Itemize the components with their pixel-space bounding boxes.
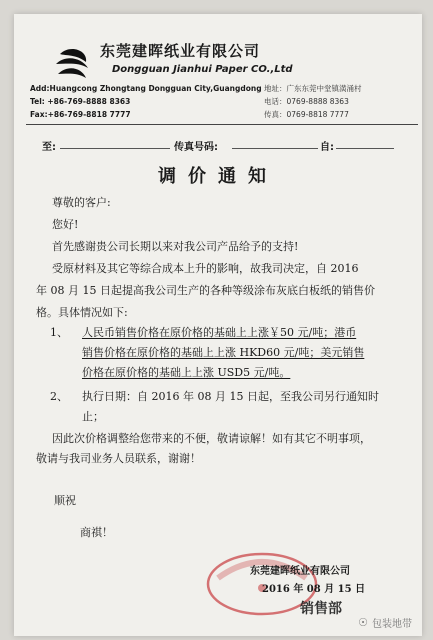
contact-cn [264, 82, 362, 121]
thanks-paragraph: 首先感谢贵公司长期以来对我公司产品给予的支持! [52, 240, 299, 253]
item-2-number: 2、 [50, 390, 68, 403]
item-2-line-2: 止； [82, 410, 104, 423]
company-name-en: Dongguan Jianhui Paper CO.,Ltd [112, 64, 293, 75]
fax-cn: 传真：0769-8818 7777 [264, 110, 349, 119]
tel-cn: 电话：0769-8888 8363 [264, 97, 349, 106]
apology-line-2: 敬请与我司业务人员联系，谢谢！ [36, 452, 201, 465]
closing-regards: 顺祝 [54, 494, 76, 507]
fax-en: Fax:+86-769-8818 7777 [30, 110, 131, 119]
fax-to-label: 至: [42, 142, 56, 153]
address-cn: 地址：广东东莞中堂镇潢涌村 [264, 84, 362, 93]
fax-from-label: 自: [320, 142, 334, 153]
watermark [358, 615, 412, 630]
fax-to-line [60, 148, 170, 149]
signature-company: 东莞建晖纸业有限公司 [250, 566, 350, 577]
fax-number-label: 传真号码: [174, 142, 218, 153]
fax-from-line [336, 148, 394, 149]
fax-number-line [232, 148, 318, 149]
item-1-number: 1、 [50, 326, 68, 339]
hello: 您好! [52, 218, 79, 231]
signature-dept: 销售部 [300, 601, 342, 617]
item-1-line-1: 人民币销售价格在原价格的基础上上涨￥50 元/吨；港币 [82, 326, 357, 339]
company-name-cn: 东莞建晖纸业有限公司 [100, 42, 261, 60]
item-1-line-2: 销售价格在原价格的基础上上涨 HKD60 元/吨；美元销售 [82, 346, 365, 359]
greeting: 尊敬的客户: [52, 196, 111, 209]
tel-en: Tel: +86-769-8888 8363 [30, 97, 131, 106]
wechat-icon: ☉ [358, 616, 368, 629]
letter-paper [14, 14, 422, 636]
reason-line-1: 受原材料及其它等综合成本上升的影响，故我司决定，自 2016 [52, 262, 359, 275]
document-title: 调价通知 [158, 166, 278, 187]
apology-line-1: 因此次价格调整给您带来的不便，敬请谅解！如有其它不明事项， [52, 432, 371, 445]
reason-line-3: 格。具体情况如下: [36, 306, 128, 319]
item-1-line-3: 价格在原价格的基础上上涨 USD5 元/吨。 [82, 366, 291, 379]
watermark-text: 包装地带 [372, 619, 412, 630]
item-2-line-1: 执行日期：自 2016 年 08 月 15 日起，至我公司另行通知时 [82, 390, 379, 403]
address-en: Add:Huangcong Zhongtang Dongguan City,Guangdong [30, 84, 262, 93]
closing-wishes: 商祺！ [80, 526, 113, 539]
company-logo-icon [52, 42, 94, 84]
signature-date: 2016 年 08 月 15 日 [262, 584, 366, 595]
header-divider [26, 124, 418, 125]
contact-en [30, 82, 262, 121]
reason-line-2: 年 08 月 15 日起提高我公司生产的各种等级涂布灰底白板纸的销售价 [36, 284, 375, 297]
